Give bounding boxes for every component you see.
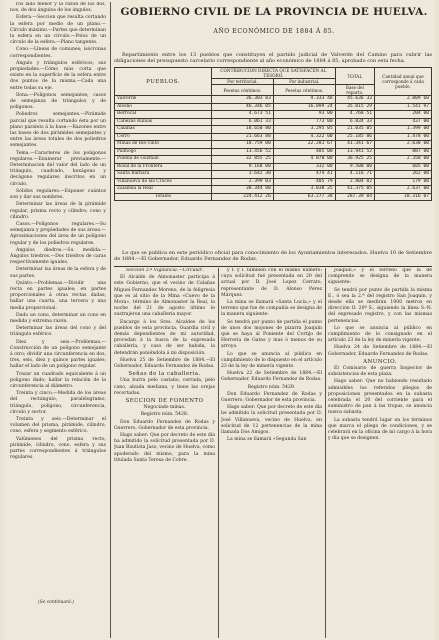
cell-value: 41.375 05 [335, 186, 374, 194]
centered-line: Registro núm. 5428. [140, 412, 189, 418]
total-label: Totales [115, 193, 212, 201]
cell-value: 45.636 33 [335, 96, 374, 104]
paragraph: El Comisario de guerra Inspector de subsistencias de esta plaza. [328, 366, 432, 378]
paragraph: Se tendrá por punto de partida el punto de unos dos mojones de pizarra Joaquín que se haya al Poniente del Cortijo de Herrería de Gatos y mas ó menos de su arroyo. [221, 319, 322, 350]
header-pueblos: PUEBLOS. [115, 68, 212, 96]
table-row [115, 96, 432, 104]
cell-value: 25.185 86 [335, 133, 374, 141]
table-row [115, 163, 432, 171]
cell-value: 18.650 80 [212, 126, 274, 134]
cell-value: 9.168 00 [212, 163, 274, 171]
cell-value: 18.759 00 [212, 141, 274, 149]
paragraph: Casos.—Polígonos regulares.—Su semejanza y propiedades de sus áreas.—Aproximaciones del área de un polígono regular y de los poliedros regulares. [10, 221, 106, 246]
paragraph: Esfera.—Seccion que resulta cortando la esfera por medio de un plano.—Círculo máximo.—Partes que determinan la esfera en un círculo.—Polos de un círculo de la esfera.—Plano tangente. [10, 15, 106, 46]
table-row [115, 148, 432, 156]
paragraph: Valúmenes del prisma recto, pirámide, cilindro, cono, esfera y sus partes correspondientes á triángulos regulares. [10, 436, 106, 461]
table-row [115, 103, 432, 111]
cell-value: 2.350 00 [375, 156, 432, 164]
paragraph: Ángulo y triángulos esféricos; sus propiedades.—Cómo más corta que existe en la superficie de la esfera entre dos puntos de la misma.—Cada una entre todas su eje. [10, 60, 106, 91]
total-value: 287.39 84 [335, 193, 374, 201]
table-row [115, 133, 432, 141]
paragraph: Don Eduardo Fernandez de Rodas y Guerrero, Gobernador de esta provincia. [221, 391, 322, 404]
table-row [115, 141, 432, 149]
column-rule [325, 268, 326, 638]
cell-value: 36.925 25 [335, 156, 374, 164]
section-heading: ANUNCIO. [363, 358, 397, 365]
page-subtitle: AÑO ECONÓMICO DE 1884 Á 85. [213, 28, 335, 35]
page-header [114, 3, 434, 45]
paragraph: Cono.—Líneas de comunes; isócronas correspondientes. [10, 47, 106, 59]
section-heading: SECCION DE FOMENTO [125, 398, 204, 405]
subheader-territorial: Pesetas céntimos. [212, 85, 274, 96]
paragraph: Trazar un cuadrado equivalente á un polígono dado; hallar la relación de la circunferencia al diámetro. [10, 371, 106, 389]
cell-value: 405 79 [273, 178, 335, 186]
cell-value: 204 00 [375, 111, 432, 119]
cell-value: 9.500 00 [335, 163, 374, 171]
paragraph: Huelva 24 de Setiembre de 1884.—El Gobernador, Eduardo Fernandez de Rodas. [328, 345, 432, 357]
cell-value: 38.344 80 [212, 186, 274, 194]
column-rule [110, 2, 111, 638]
cell-value: 35.015 29 [335, 103, 374, 111]
paragraph: Diez y seis.—Problemas.—Construcción de un polígono semejante á otro; dividir una circunferencia en dos, tres, seis, diez y quince partes iguales; hallar el lado de un polígono regular. [10, 339, 106, 370]
column-registry-announcement [328, 268, 432, 638]
cell-value: 773 00 [273, 118, 335, 126]
notice-text: Lo que se publica en este periódico oficial para conocimiento de los Ayuntamientos interesados. Huelva 10 de Setiembre de 1884.—El Gobernador, Eduardo Fernandez de Rodas. [114, 250, 432, 263]
cell-pueblo: Santa Barbara [115, 171, 212, 179]
cell-value: 605 00 [375, 163, 432, 171]
cell-value: 2.630 00 [375, 141, 432, 149]
paragraph: Determinar las áreas del cono y del triángulo esférico. [10, 326, 106, 338]
cell-value: 179 00 [375, 178, 432, 186]
total-value: 224.412 26 [212, 193, 274, 201]
cell-value: 4.673 51 [212, 111, 274, 119]
cell-value: 4.116 71 [335, 171, 374, 179]
table-row [115, 126, 432, 134]
paragraph: Poliedros semejantes.—Pirámide parcial que resulta cortando ésta por un plano paralelo á la base.—Razones entre las bases de dos pirámides semejantes y entre las áreas totales de dos poliedros semejantes. [10, 112, 106, 149]
table-row [115, 118, 432, 126]
cell-value: 3.642 30 [212, 171, 274, 179]
paragraph: Hago saber: Que por decreto de este día he admitido la solicitud presentada por D. José Villanueva, vecino de Huelva, en solicitud de 12 pertenencias de la mina llamada Dos Amigos. [221, 405, 322, 436]
cell-value: 4.322 00 [273, 133, 335, 141]
paragraph: Tema.—Caracteres de los poligonos regulares.—Enumerar previamente.—Determinacion del valor del lado de un triángulo, cuadrado, hexágono y decágono regulares inscritos en un círculo. [10, 150, 106, 187]
column-rule [218, 268, 219, 638]
paragraph: Encargo á los Sres. Alcaldes de los pueblos de esta provincia, Guardia civil y demás dependientes de mi autoridad, procedan á la busca de la expresada caballería, y caso de ser habida, la detendrán poniéndola á mi disposición. [114, 319, 215, 356]
cell-value: 2.009 60 [375, 96, 432, 104]
table-row [115, 156, 432, 164]
table-row [115, 186, 432, 194]
table-row [115, 111, 432, 119]
cell-value: 36.303 83 [212, 96, 274, 104]
intro-paragraph [114, 52, 432, 65]
cell-value: 9.333 48 [273, 96, 335, 104]
cell-pueblo: Cabezas Rubias [115, 118, 212, 126]
paragraph: Treinta y seis.—Determinar el volumen del prisma, pirámide, cilindro, cono, esfera y segmento esférico. [10, 417, 106, 435]
cell-pueblo: Villanueva de las Cruces [115, 178, 212, 186]
paragraph: Huelva 22 de Setiembre de 1884.—El Gobernador, Eduardo Fernandez de Rodas. [221, 371, 322, 383]
total-value: 18.316 07 [375, 193, 432, 201]
cell-pueblo: Paimogo [115, 148, 212, 156]
cell-value: 3.295 05 [273, 126, 335, 134]
paragraph: El Alcalde de Almonaster participa á este Gobierno, que el vecino de Calañas Miguel Fernandez Moreno, de la feligresía que es al sitio de la Mina «Cuevo de la Mora», término de Almonaster la Real, la noche del 21 de agosto último le sustrajeron una caballería mayor. [114, 275, 215, 318]
paragraph: Una burra pelo castaño, cerrada, pelo cano, alzada mediana, y tiene las orejas recortadas. [114, 378, 215, 396]
paragraph: Ilona.—Polígonos semejantes; casos de semejanza de triángulos y de polígonos. [10, 92, 106, 111]
cell-pueblo: Alosno [115, 103, 212, 111]
cell-value: 2.804 82 [335, 178, 374, 186]
header-annual-quota: Cantidad anual que corresponde á cada pueblo. [375, 68, 432, 96]
subheader-base: Base del reparto. [335, 85, 374, 96]
intro-text: Repartimiento entre los 13 pueblos que constituyen el partido judicial de Valverde del Camino para cubrir las obligaciones del presupuesto carcelario correspondiente al año económico de 1884 á 85, aprobado con esta fecha. [114, 52, 432, 65]
left-column [10, 2, 106, 638]
centered-line: Negociado minas. [143, 405, 186, 411]
cell-value: 16.099 24 [273, 103, 335, 111]
cell-pueblo: Calañas [115, 126, 212, 134]
section-heading: Señas de la caballería. [128, 371, 201, 378]
cell-value: 262 00 [375, 171, 432, 179]
total-value: 63.277 38 [273, 193, 335, 201]
paragraph: Determinar las áreas de la pirámide regular, prisma recto y cilindro; cono y cilindro. [10, 202, 106, 220]
paragraph: Determinar las áreas de la esfera y de sus partes. [10, 267, 106, 279]
subsection-heading: Seccion 3.ª Vigilancia.—Circular. [126, 268, 203, 273]
cell-value: 13.941 52 [335, 148, 374, 156]
cell-pueblo: Cerro [115, 133, 212, 141]
paragraph: Don Eduardo Fernandez de Rodas y Guerrero, Gobernador de esta provincia. [114, 419, 215, 431]
cell-value: 21.035 05 [335, 126, 374, 134]
cell-value: 6.834 33 [335, 118, 374, 126]
paragraph: Ángulos diedros.—Su medida.—Ángulos triedros.—Dos triedros de caras respectivamente iguales. [10, 247, 106, 266]
cell-value: 332 00 [273, 163, 335, 171]
cell-value: 3.038 25 [273, 186, 335, 194]
cell-value: 22.281 67 [273, 141, 335, 149]
cell-value: 13.456 52 [212, 148, 274, 156]
cell-value: 1.478 00 [375, 133, 432, 141]
column-mining-registry [221, 268, 322, 638]
subheader-industrial: Pesetas céntimos. [273, 85, 335, 96]
paragraph: Quinto.—Problemas.—Dividir una recta en partes iguales; en partes proporcionales á otras rectas dadas; hallar una cuarta, una tercera y una media proporcional. [10, 280, 106, 311]
continuation-note: (Se continuará.) [38, 600, 74, 605]
paragraph: Treinta y cinco.—Medida de los áreas del rectángulo, paralelogramo, triángulo, polígono, circunferencia, círculo y sector. [10, 391, 106, 415]
cell-value: 41.341 67 [335, 141, 374, 149]
budget-table [114, 67, 432, 201]
cell-pueblo: Valverde [115, 96, 212, 104]
header-territorial: Por territorial. [212, 79, 274, 85]
cell-pueblo: Rosal de la Frontera [115, 163, 212, 171]
paragraph: Hago saber: Que por decreto de este día ha admitido la solicitud presentada por D. Juan Bautista Jaso, vecino de Huelva, como apoderado del mismo, para la mina titulada Santa Teresa de Cobre. [114, 433, 215, 463]
cell-value: 887 00 [375, 148, 432, 156]
cell-pueblo: Puebla de Guzman [115, 156, 212, 164]
centered-line: Registro núm. 5429. [247, 384, 296, 390]
table-row [115, 178, 432, 186]
cell-value: 2.637 00 [375, 186, 432, 194]
table-row [115, 171, 432, 179]
cell-value: 485 00 [273, 148, 335, 156]
paragraph: Joaquin,» y el terreno que la de comprende se designa de la manera siguiente: [328, 268, 432, 286]
section-divider [114, 266, 432, 267]
paragraph: ros lado menor y la razon de los dos, nos, de dos ángulos de los ángulos. [10, 2, 106, 14]
paragraph: La mina se llamará «Santa Lucía,» y el terreno que fue de compañía se designa de la manera siguiente: [221, 300, 322, 318]
cell-value: 4 070 00 [273, 156, 335, 164]
cell-value: 437 00 [375, 118, 432, 126]
paragraph: Hago saber: Que no habiendo resultado admisibles los referidos pliegos de proposiciones presentados en la subasta celebrada el 20 del corriente para el suministro de pan á las tropas, se anuncia nueva subasta. [328, 379, 432, 416]
table-total-row [115, 193, 432, 201]
cell-value: 2.399 03 [212, 178, 274, 186]
paragraph: Sólidos regulares.—Exponer cuántos son y dar sus nombres. [10, 188, 106, 201]
paragraph: Lo que se anuncia al público en cumplimiento de lo consignado en el artículo 23 de la ley de minería vigente. [328, 325, 432, 344]
cell-pueblo: Zalamea la Real [115, 186, 212, 194]
page-title: GOBIERNO CIVIL DE LA PROVINCIA DE HUELVA. [120, 6, 428, 18]
paragraph: y f. y l. tambien con el mismo número: cuya solicitud fué presentada en 20 del actual por D. José Lopez Cerrato, representante de D. Alonso Perez Márquez. [221, 268, 322, 298]
cell-value: 21.663 88 [212, 133, 274, 141]
paragraph: La subasta tendrá lugar en los términos que marca el pliego de condiciones, y se celebrará en la oficina de mi cargo á la hora y día que se designen. [328, 417, 432, 442]
cell-value: 1.399 00 [375, 126, 432, 134]
paragraph: Lo que se anuncia al público en cumplimiento de lo dispuesto en el artículo 23 de la ley de minería vigente. [221, 351, 322, 370]
paragraph: Se tendrá por punto de partida la misma E., ó sea la 2.ª del registro San Joaquin, y desde ella se medirán 1000 metros en dirección O. 20º S., siguiendo la línea S.-N. del expresado registro, y con las mismas pertenencias. [328, 287, 432, 324]
header-contribution-group: CONTRIBUCION DIRECTA QUE SATISFACEN AL TESORO. [212, 68, 336, 79]
cell-pueblo: Berrocal [115, 111, 212, 119]
header-total: TOTAL [335, 68, 374, 85]
cell-value: 1.541 97 [375, 103, 432, 111]
newspaper-page [4, 0, 435, 640]
cell-value: 93 00 [273, 111, 335, 119]
cell-value: 4.768 51 [335, 111, 374, 119]
header-industrial: Por industrial. [273, 79, 335, 85]
cell-value: 32 855 25 [212, 156, 274, 164]
paragraph: Dado un cono, determinar un cono en medida y extrema razón. [10, 312, 106, 324]
column-vigilancia-fomento [114, 268, 215, 638]
cell-value: 6.061 33 [212, 118, 274, 126]
cell-value: 474 41 [273, 171, 335, 179]
paragraph: Huelva 25 de Setiembre de 1884.—El Gobernador, Eduardo Fernandez de Rodas. [114, 357, 215, 370]
cell-pueblo: Minas de Río-Tinto [115, 141, 212, 149]
cell-value: 46.346 05 [212, 103, 274, 111]
publication-notice [114, 250, 432, 263]
paragraph: La mina se llamará «Segunda San [227, 437, 307, 443]
